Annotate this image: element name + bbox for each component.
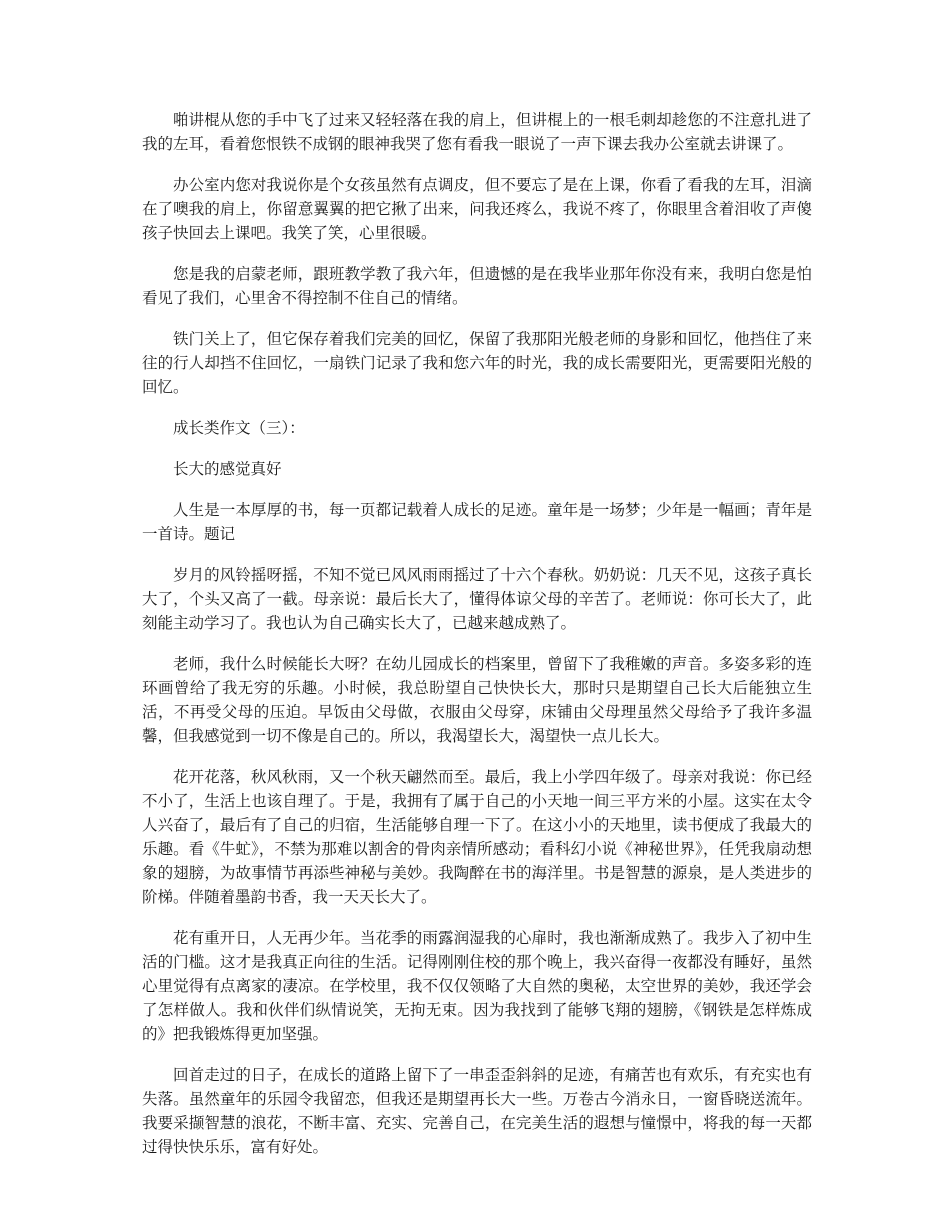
section-heading: 成长类作文（三）： — [173, 419, 305, 437]
paragraph-wind-chime: 岁月的风铃摇呀摇，不知不觉已风风雨雨摇过了十六个春秋。奶奶说：几天不见，这孩子真长大了，个头又高了一截。母亲说：最后长大了，懂得体谅父母的辛苦了。老师说：你可长大了，此刻能主动学习了。我也认为自己确实长大了，已越来越成熟了。 — [142, 566, 812, 632]
paragraph-looking-back: 回首走过的日子，在成长的道路上留下了一串歪歪斜斜的足迹，有痛苦也有欢乐，有充实也有失落。虽然童年的乐园令我留恋，但我还是期望再长大一些。万卷古今消永日，一窗昏晓送流年。我要采撷智慧的浪花，不断丰富、充实、完善自己，在完美生活的遐想与憧憬中，将我的每一天都过得快快乐乐，富有好处。 — [142, 1066, 812, 1156]
paragraph-enlightenment-teacher: 您是我的启蒙老师，跟班教学教了我六年，但遗憾的是在我毕业那年你没有来，我明白您是怕看见了我们，心里舍不得控制不住自己的情绪。 — [142, 265, 812, 307]
document-body — [142, 108, 812, 1176]
paragraph-kindergarten: 老师，我什么时候能长大呀？在幼儿园成长的档案里，曾留下了我稚嫩的声音。多姿多彩的连环画曾给了我无穷的乐趣。小时候，我总盼望自己快快长大，那时只是期望自己长大后能独立生活，不再受父母的压迫。早饭由父母做，衣服由父母穿，床铺由父母理虽然父母给予了我许多温馨，但我感觉到一切不像是自己的。所以，我渴望长大，渴望快一点儿长大。 — [142, 655, 812, 745]
paragraph-middle-school: 花有重开日，人无再少年。当花季的雨露润湿我的心扉时，我也渐渐成熟了。我步入了初中生活的门槛。这才是我真正向往的生活。记得刚刚住校的那个晚上，我兴奋得一夜都没有睡好，虽然心里觉得有点离家的凄凉。在学校里，我不仅仅领略了大自然的奥秘，太空世界的美妙，我还学会了怎样做人。我和伙伴们纵情说笑，无拘无束。因为我找到了能够飞翔的翅膀，《钢铁是怎样炼成的》把我锻炼得更加坚强。 — [142, 929, 812, 1043]
essay-title: 长大的感觉真好 — [173, 460, 282, 478]
paragraph-epigraph: 人生是一本厚厚的书，每一页都记载着人成长的足迹。童年是一场梦；少年是一幅画；青年是一首诗。题记 — [142, 501, 812, 543]
paragraph-office: 办公室内您对我说你是个女孩虽然有点调皮，但不要忘了是在上课，你看了看我的左耳，泪滴在了噢我的肩上，你留意翼翼的把它揪了出来，问我还疼么，我说不疼了，你眼里含着泪收了声傻孩子快回去上课吧。我笑了笑，心里很暖。 — [142, 176, 812, 242]
paragraph-iron-gate: 铁门关上了，但它保存着我们完美的回忆，保留了我那阳光般老师的身影和回忆，他挡住了来往的行人却挡不住回忆，一扇铁门记录了我和您六年的时光，我的成长需要阳光，更需要阳光般的回忆。 — [142, 330, 812, 396]
paragraph-pointer-stick: 啪讲棍从您的手中飞了过来又轻轻落在我的肩上，但讲棍上的一根毛刺却趁您的不注意扎进了我的左耳，看着您恨铁不成钢的眼神我哭了您有看我一眼说了一声下课去我办公室就去讲课了。 — [142, 111, 812, 153]
paragraph-fourth-grade: 花开花落，秋风秋雨，又一个秋天翩然而至。最后，我上小学四年级了。母亲对我说：你已经不小了，生活上也该自理了。于是，我拥有了属于自己的小天地一间三平方米的小屋。这实在太令人兴奋了，最后有了自己的归宿，生活能够自理一下了。在这小小的天地里，读书便成了我最大的乐趣。看《牛虻》，不禁为那难以割舍的骨肉亲情所感动；看科幻小说《神秘世界》，任凭我扇动想象的翅膀，为故事情节再添些神秘与美妙。我陶醉在书的海洋里。书是智慧的源泉，是人类进步的阶梯。伴随着墨韵书香，我一天天长大了。 — [142, 768, 812, 906]
